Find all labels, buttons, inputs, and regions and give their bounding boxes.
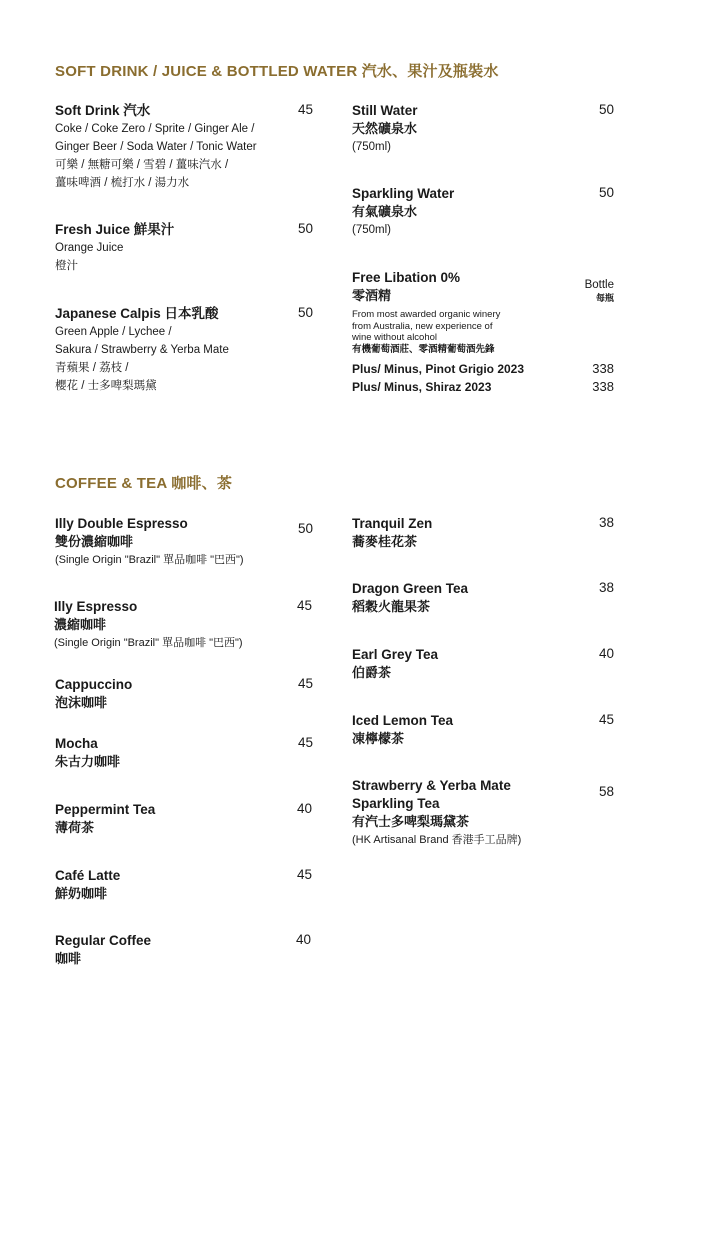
item-price: 40 [598,646,614,661]
item-price: 50 [598,102,614,117]
item-name: Earl Grey Tea [352,647,439,662]
menu-item-regular-coffee [55,932,275,968]
menu-item-iced-lemon-tea [352,712,572,748]
item-name-zh: 有氣礦泉水 [352,204,418,219]
menu-item-earl-grey-tea [352,646,572,682]
item-name: Japanese Calpis 日本乳酸 [55,306,219,321]
item-name: Fresh Juice 鮮果汁 [55,222,175,237]
item-name: Regular Coffee [55,933,152,948]
item-name: Sparkling Water [352,186,455,201]
item-name-zh: 凍檸檬茶 [352,731,405,746]
item-name: Still Water [352,103,418,118]
item-name-zh: 天然礦泉水 [352,121,418,136]
item-name: Café Latte [55,868,121,883]
menu-item-double-espresso [55,515,295,569]
item-name-zh: 伯爵茶 [352,665,392,680]
item-name-zh: 泡沫咖啡 [55,695,108,710]
item-desc-zh: 櫻花 / 士多啤梨瑪黛 [55,380,157,392]
item-price: 45 [297,735,313,750]
item-desc: Coke / Coke Zero / Sprite / Ginger Ale / [55,123,255,135]
item-price: 45 [598,712,614,727]
item-name: Dragon Green Tea [352,581,469,596]
item-name: Illy Espresso [54,599,138,614]
menu-item-sparkling-water [352,185,572,239]
item-price: 45 [297,676,313,691]
item-name-zh: 稻穀火龍果茶 [352,599,431,614]
item-price: 45 [296,598,312,613]
item-desc-zh: 薑味啤酒 / 梳打水 / 湯力水 [55,177,190,189]
item-desc: Orange Juice [55,242,124,254]
item-desc: Green Apple / Lychee / [55,326,172,338]
item-name-line2: Sparkling Tea [352,796,440,811]
menu-item-tranquil-zen [352,515,572,551]
item-name-zh: 蕎麥桂花茶 [352,534,418,549]
item-desc: Sakura / Strawberry & Yerba Mate [55,344,229,356]
item-price: 45 [296,867,312,882]
item-price: 50 [297,521,313,536]
item-size: (750ml) [352,141,391,153]
item-price: 40 [295,932,311,947]
item-name-zh: 鮮奶咖啡 [55,886,108,901]
item-desc: (Single Origin "Brazil" 單品咖啡 "巴西") [54,637,243,649]
item-desc: (HK Artisanal Brand 香港手工品牌) [352,834,522,846]
menu-item-fresh-juice [55,221,295,275]
item-name-zh: 朱古力咖啡 [55,754,121,769]
item-desc-zh: 青蘋果 / 荔枝 / [55,362,129,374]
item-note: from Australia, new experience of [352,320,493,332]
item-name: Tranquil Zen [352,516,433,531]
wine-name: Plus/ Minus, Shiraz 2023 [352,380,492,394]
item-name: Mocha [55,736,98,751]
wine-row-pinot-grigio [352,360,614,378]
item-name: Soft Drink 汽水 [55,103,151,118]
item-price: 38 [598,580,614,595]
item-size: (750ml) [352,224,391,236]
menu-item-strawberry-sparkling-tea [352,777,582,849]
bottle-label-zh: 每瓶 [595,293,614,303]
item-name: Cappuccino [55,677,133,692]
item-desc-zh: 可樂 / 無糖可樂 / 雪碧 / 薑味汽水 / [55,159,229,171]
item-note-zh: 有機葡萄酒莊、零酒精葡萄酒先鋒 [352,343,495,355]
item-name-zh: 咖啡 [55,951,82,966]
item-name: Free Libation 0% [352,270,461,285]
menu-item-cappuccino [55,676,275,712]
item-price: 45 [297,102,313,117]
item-desc: Ginger Beer / Soda Water / Tonic Water [55,141,257,153]
item-name-zh: 濃縮咖啡 [54,617,107,632]
menu-item-free-libation [352,269,572,355]
menu-item-dragon-green-tea [352,580,572,616]
wine-price: 338 [592,379,614,394]
item-price: 50 [598,185,614,200]
item-name-zh: 薄荷茶 [55,820,95,835]
section-title-coffee-tea: COFFEE & TEA 咖啡、茶 [55,475,233,492]
bottle-label [560,278,614,304]
menu-item-still-water [352,102,572,156]
menu-item-espresso [54,598,294,652]
wine-price: 338 [592,361,614,376]
item-price: 40 [296,801,312,816]
menu-item-cafe-latte [55,867,275,903]
menu-item-mocha [55,735,275,771]
item-price: 58 [598,784,614,799]
section-title-soft-drinks: SOFT DRINK / JUICE & BOTTLED WATER 汽水、果汁及瓶裝水 [55,63,499,80]
item-name: Peppermint Tea [55,802,156,817]
wine-row-shiraz [352,378,614,396]
item-name: Iced Lemon Tea [352,713,454,728]
item-note: wine without alcohol [352,332,438,343]
wine-name: Plus/ Minus, Pinot Grigio 2023 [352,362,525,376]
menu-item-peppermint-tea [55,801,275,837]
item-price: 50 [297,221,313,236]
item-name: Strawberry & Yerba Mate [352,778,511,793]
item-desc: (Single Origin "Brazil" 單品咖啡 "巴西") [55,554,244,566]
item-price: 50 [297,305,313,320]
bottle-label-en: Bottle [584,279,614,291]
menu-item-soft-drink [55,102,295,192]
item-price: 38 [598,515,614,530]
menu-item-calpis [55,305,295,395]
item-name: Illy Double Espresso [55,516,188,531]
item-note: From most awarded organic winery [352,309,501,320]
item-name-zh: 零酒精 [352,288,392,303]
item-name-zh: 雙份濃縮咖啡 [55,534,134,549]
item-name-zh: 有汽士多啤梨瑪黛茶 [352,814,470,829]
item-desc-zh: 橙汁 [55,260,78,272]
